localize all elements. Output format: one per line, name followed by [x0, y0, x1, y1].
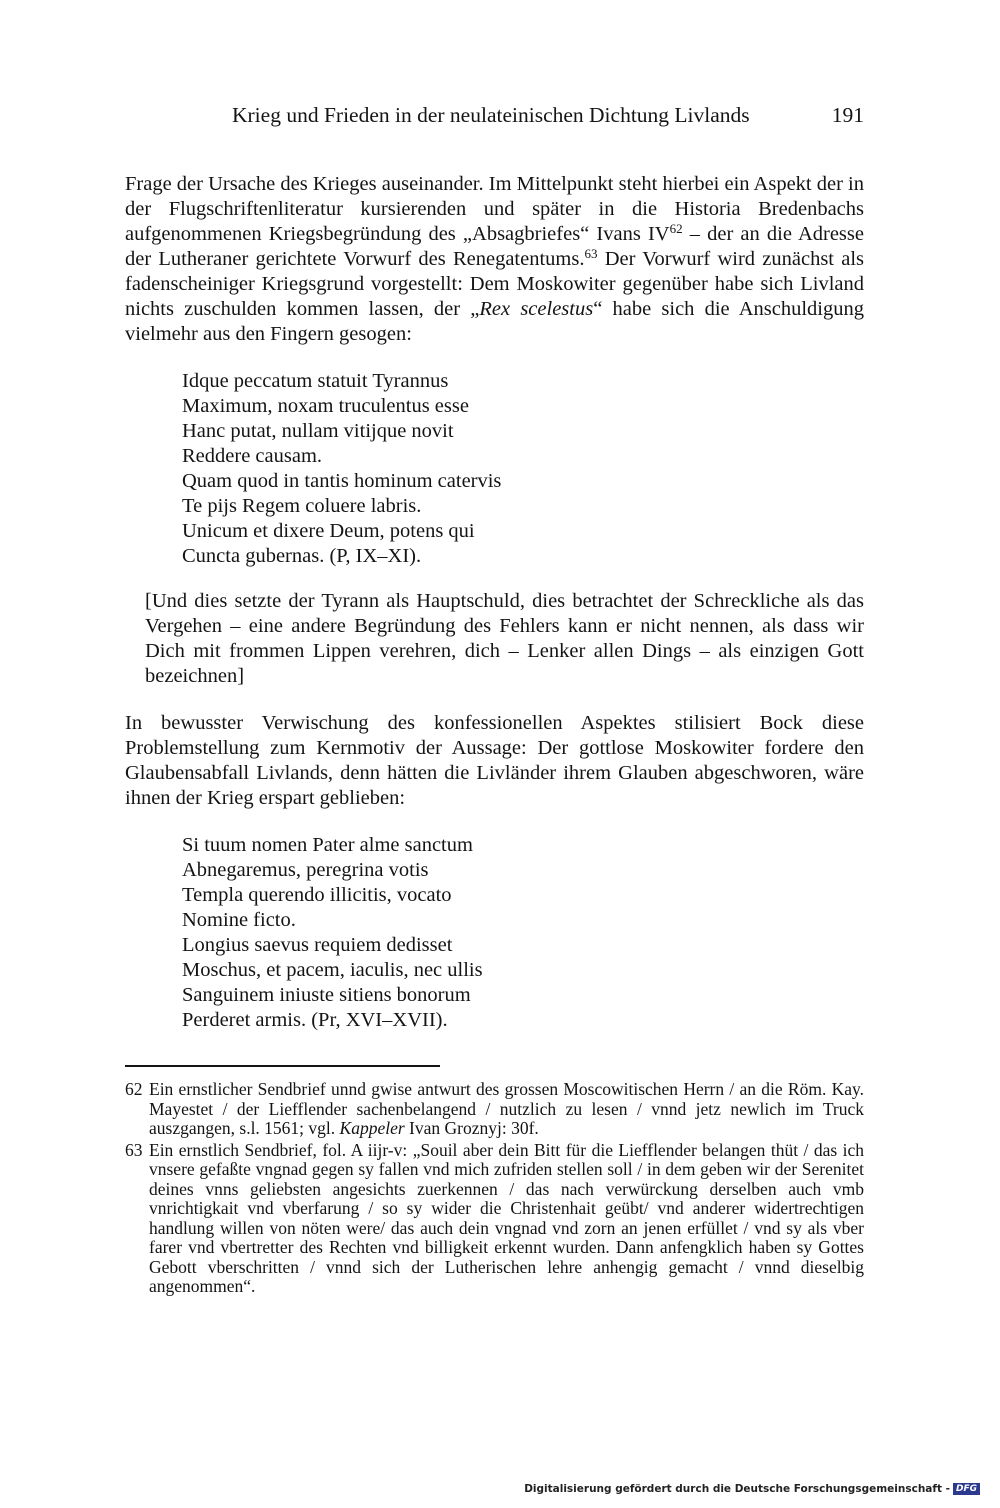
running-title: Krieg und Frieden in der neulateinischen Dichtung Livlands — [232, 103, 750, 127]
main-text — [125, 172, 864, 1033]
paragraph-1-part-3: Der Vorwurf wird zunächst als fadenscheiniger Kriegsgrund vorgestellt: Dem Moskowiter gegenüber habe sich Livland nichts zuschulden kommen lassen, der „ — [125, 248, 864, 320]
verse-line: Idque peccatum statuit Tyrannus — [182, 370, 449, 392]
footnote-62-text: Ein ernstlicher Sendbrief unnd gwise antwurt des grossen Moscowitischen Herrn / an die Röm. Kay. Mayestet / der Liefflender sachenbelangend / nutzlich zu lesen / vnnd jetz newlich im Truck auszgangen, s.l. 1561; vgl. — [149, 1079, 864, 1138]
verse-line: Si tuum nomen Pater alme sanctum — [182, 834, 473, 856]
paragraph-1-part-1: Frage der Ursache des Krieges auseinander. Im Mittelpunkt steht hierbei ein Aspekt der in der Flugschriftenliteratur kursierenden und später in die Historia Bredenbachs aufgenommenen Kriegsbegründung des „Absagbriefes“ Ivans IV — [125, 173, 864, 245]
footnote-62-italic: Kappeler — [339, 1118, 405, 1138]
verse-block-2 — [182, 833, 864, 1033]
verse-line: Quam quod in tantis hominum catervis — [182, 470, 502, 492]
verse-line: Unicum et dixere Deum, potens qui — [182, 520, 475, 542]
footnote-63 — [125, 1141, 864, 1297]
verse-line: Templa querendo illicitis, vocato — [182, 884, 452, 906]
footnote-62 — [125, 1080, 864, 1139]
verse-line: Perderet armis. (Pr, XVI–XVII). — [182, 1009, 448, 1031]
italic-phrase: Rex scelestus — [479, 298, 594, 320]
paragraph-1-part-4: “ habe sich die Anschuldigung vielmehr aus den Fingern gesogen: — [125, 298, 864, 345]
page-number: 191 — [831, 103, 864, 127]
verse-line: Te pijs Regem coluere labris. — [182, 495, 422, 517]
footnote-ref-62[interactable]: 62 — [669, 221, 683, 236]
verse-block-1 — [182, 369, 864, 569]
verse-line: Abnegaremus, peregrina votis — [182, 859, 429, 881]
footnote-number: 62 — [125, 1079, 143, 1099]
digitization-credit — [524, 1483, 980, 1495]
paragraph-1-part-2: – der an die Adresse der Lutheraner gerichtete Vorwurf des Renegatentums. — [125, 223, 864, 270]
translation-1: [Und dies setzte der Tyrann als Hauptschuld, dies betrachtet der Schreckliche als das Vergehen – eine andere Begründung des Fehlers kann er nicht nennen, als dass wir Dich mit frommen Lippen verehren, dich – Lenker allen Dings – als einzigen Gott bezeichnen] — [145, 590, 864, 687]
paragraph-1 — [125, 172, 864, 347]
verse-line: Reddere causam. — [182, 445, 323, 467]
verse-line: Sanguinem iniuste sitiens bonorum — [182, 984, 471, 1006]
footnote-text — [149, 1080, 864, 1139]
footnote-text: Ein ernstlich Sendbrief, fol. A iijr-v: „Souil aber dein Bitt für die Liefflender belangen thüt / das ich vnsere gefaßte vngnad gegen sy fallen vnd mich zufriden stellen soll / in dem geben wir der Serenitet deines vnns geliebsten angesichts zuerkennen / das nach verwürckung derselben auch vmb vnrichtigkait vnd vberfarung / so sy wider die Christenhait geübt/ vnd anderer widertrechtigen handlung willen von nöten were/ das auch dein vngnad vnd zorn an jenen erfüllet / vnd sy als vber farer vnd vbertretter des Rechten vnd billigkeit erkennt wurden. Dann anfengklich haben sy Gottes Gebott vberschritten / vnnd sich der Lutherischen lehre anhengig gemacht / vnnd dieselbig angenommen“. — [149, 1139, 864, 1296]
verse-line: Hanc putat, nullam vitijque novit — [182, 420, 454, 442]
footnote-62-tail: Ivan Groznyj: 30f. — [404, 1118, 539, 1138]
verse-line: Maximum, noxam truculentus esse — [182, 395, 469, 417]
verse-line: Moschus, et pacem, iaculis, nec ullis — [182, 959, 483, 981]
dfg-logo: DFG — [953, 1483, 980, 1495]
verse-line: Nomine ficto. — [182, 909, 296, 931]
footnote-number: 63 — [125, 1139, 143, 1160]
credit-text: Digitalisierung gefördert durch die Deutsche Forschungsgemeinschaft - — [524, 1483, 950, 1495]
footnotes — [125, 1080, 864, 1299]
verse-line: Longius saevus requiem dedisset — [182, 934, 453, 956]
paragraph-2: In bewusster Verwischung des konfessionellen Aspektes stilisiert Bock diese Problemstellung zum Kernmotiv der Aussage: Der gottlose Moskowiter fordere den Glaubensabfall Livlands, denn hätten die Livländer ihrem Glauben abgeschworen, wäre ihnen der Krieg erspart geblieben: — [125, 712, 864, 809]
verse-line: Cuncta gubernas. (P, IX–XI). — [182, 545, 422, 567]
footnote-separator — [125, 1065, 440, 1067]
footnote-ref-63[interactable]: 63 — [584, 246, 598, 261]
